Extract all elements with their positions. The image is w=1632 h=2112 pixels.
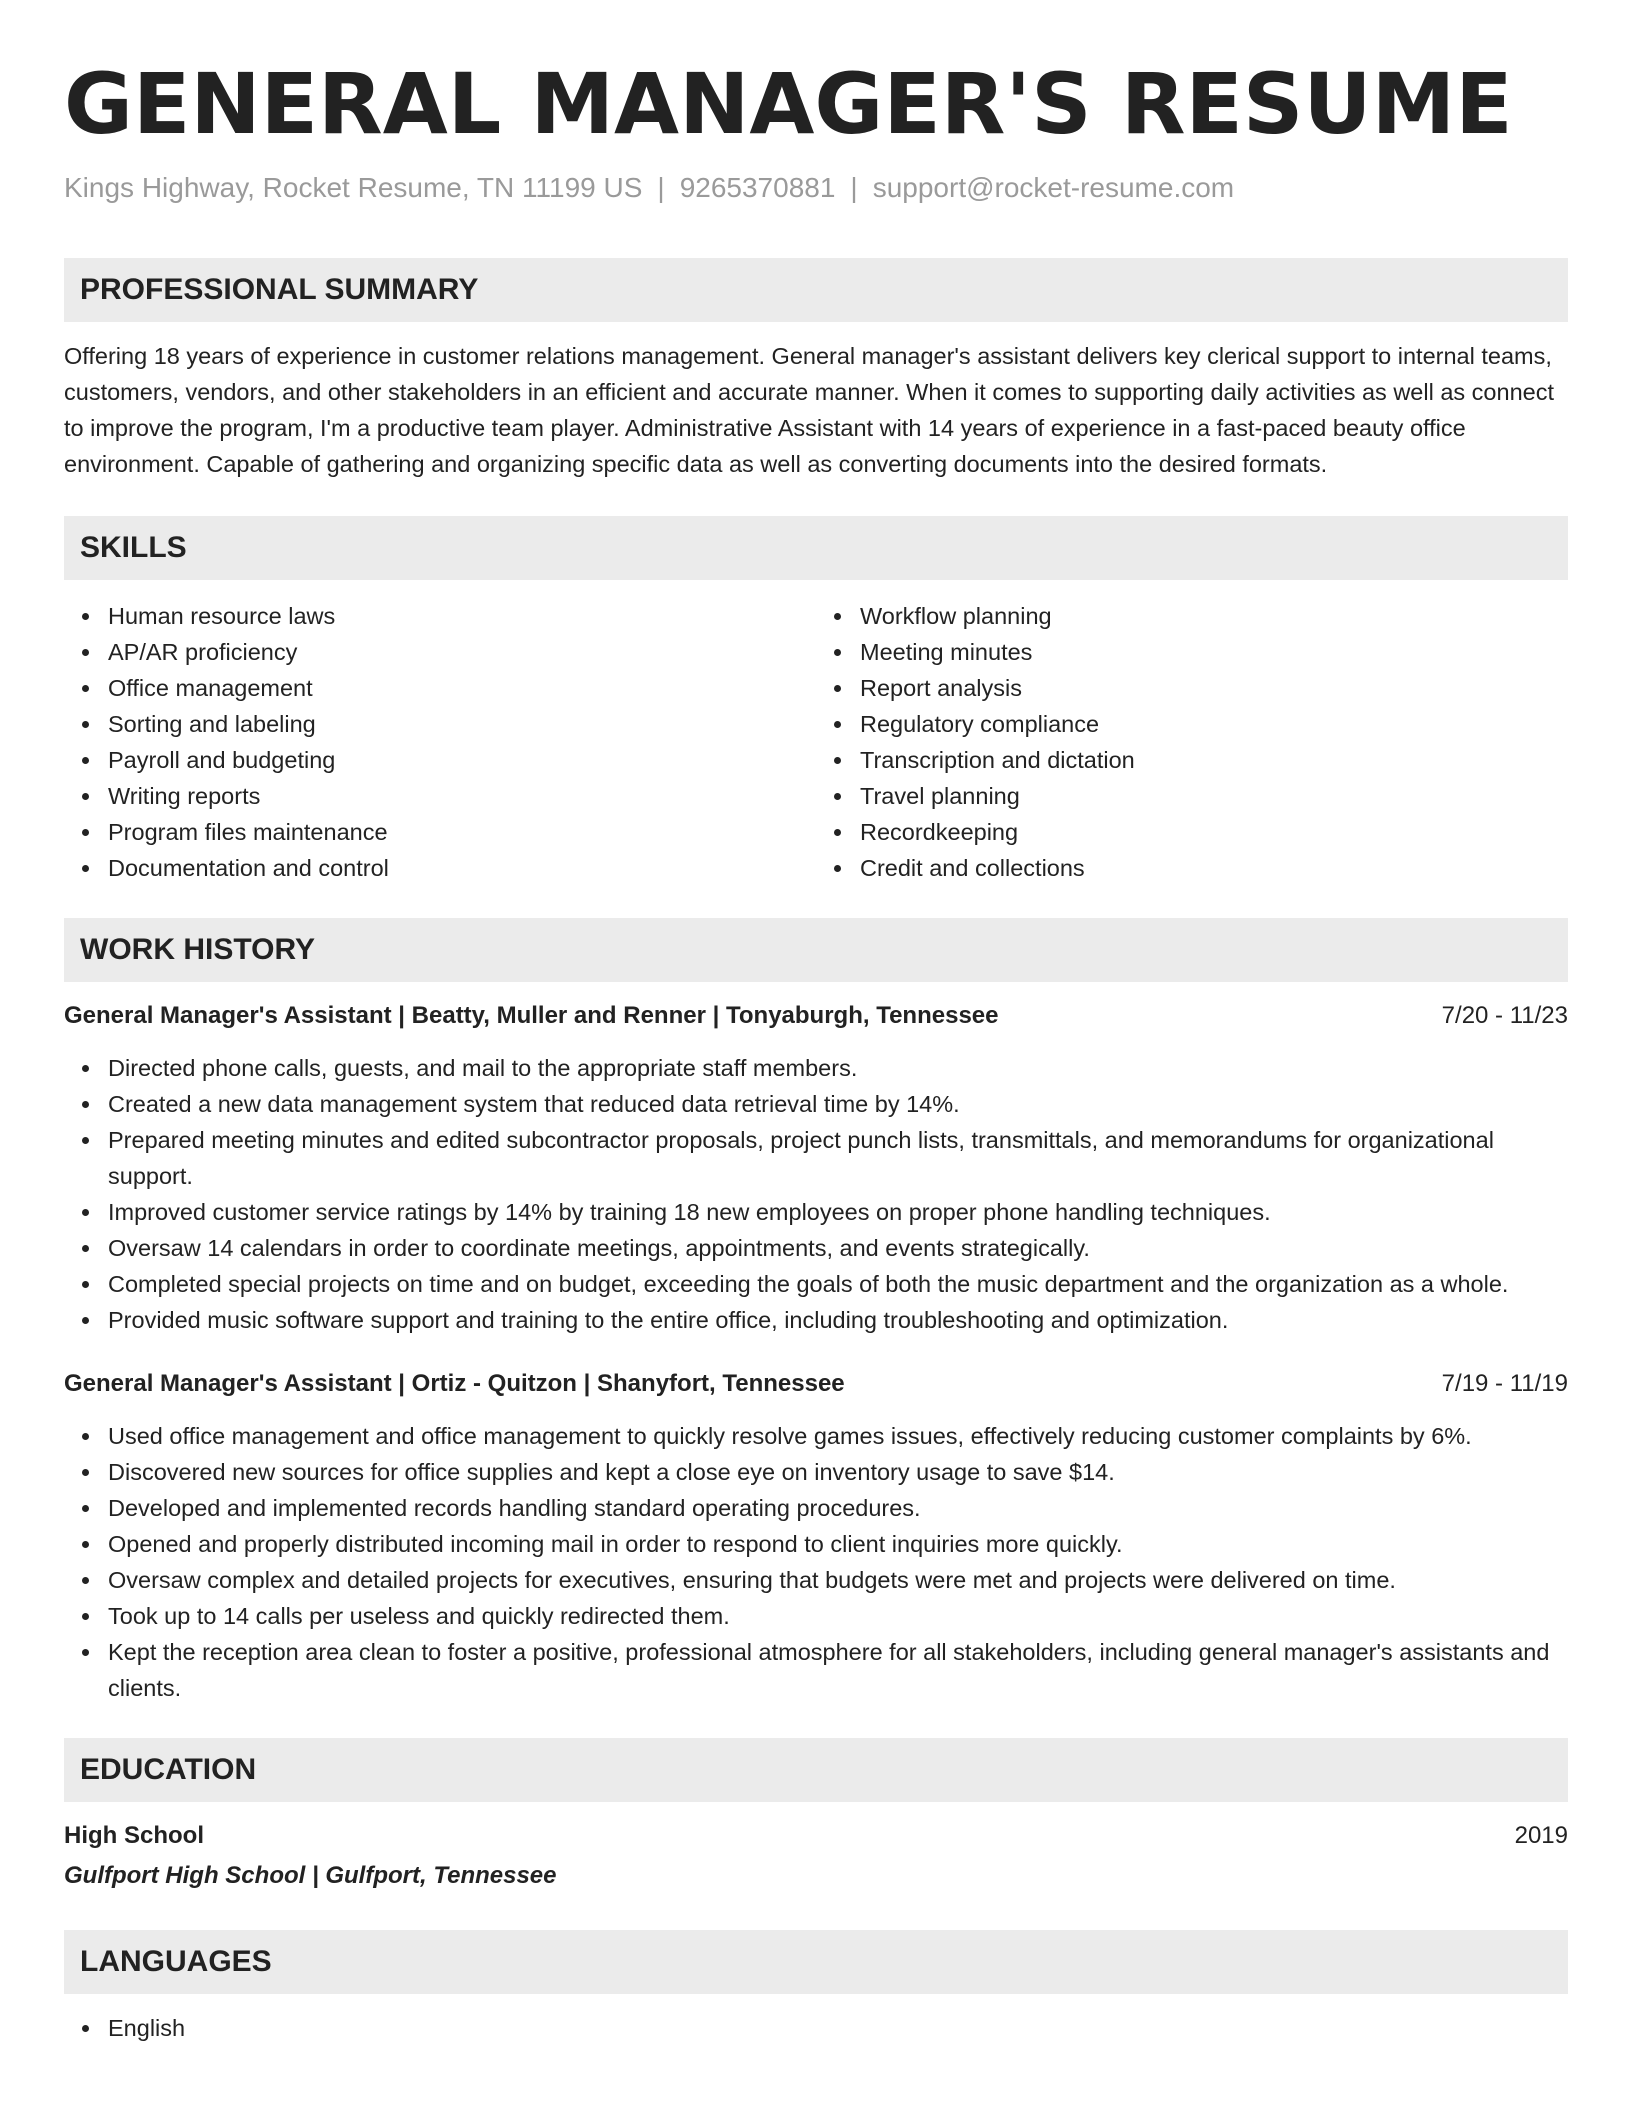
job-bullet: Prepared meeting minutes and edited subcontractor proposals, project punch lists, transmittals, and memorandums for organizational support. [108,1122,1568,1194]
section-heading-languages: LANGUAGES [64,1930,1568,1994]
skills-list [64,598,1568,886]
job-bullets [64,1050,1568,1338]
job-bullet: Oversaw complex and detailed projects for executives, ensuring that budgets were met and projects were delivered on time. [108,1562,1568,1598]
resume-title: GENERAL MANAGER'S RESUME [64,55,1513,153]
skill-item: Payroll and budgeting [108,742,816,778]
skill-item: Sorting and labeling [108,706,816,742]
skill-item: Writing reports [108,778,816,814]
contact-email: support@rocket-resume.com [872,172,1235,203]
skill-item: Documentation and control [108,850,816,886]
section-heading-education: EDUCATION [64,1738,1568,1802]
summary-text: Offering 18 years of experience in customer relations management. General manager's assistant delivers key clerical support to internal teams, customers, vendors, and other stakeholders in an efficient and accurate manner. When it comes to supporting daily activities as well as connect to improve the program, I'm a productive team player. Administrative Assistant with 14 years of experience in a fast-paced beauty office environment. Capable of gathering and organizing specific data as well as converting documents into the desired formats. [64,343,1554,477]
contact-line [64,170,1568,206]
skill-item: Program files maintenance [108,814,816,850]
education-school: Gulfport High School | Gulfport, Tennessee [64,1862,557,1889]
contact-separator: | [657,172,665,203]
job-bullet: Provided music software support and training to the entire office, including troubleshooting and optimization. [108,1302,1568,1338]
job-entry [64,998,1568,1338]
job-bullets [64,1418,1568,1706]
language-item: English [108,2010,1568,2046]
job-dates: 7/19 - 11/19 [1441,1370,1568,1397]
skills-column-left [64,598,816,886]
job-bullet: Developed and implemented records handling standard operating procedures. [108,1490,1568,1526]
skill-item: Human resource laws [108,598,816,634]
contact-phone: 9265370881 [679,172,836,203]
section-heading-work-history: WORK HISTORY [64,918,1568,982]
job-title: General Manager's Assistant | Beatty, Muller and Renner | Tonyaburgh, Tennessee [64,1002,999,1029]
skill-item: Office management [108,670,816,706]
job-bullet: Kept the reception area clean to foster a positive, professional atmosphere for all stakeholders, including general manager's assistants and clients. [108,1634,1568,1706]
job-bullet: Completed special projects on time and on budget, exceeding the goals of both the music department and the organization as a whole. [108,1266,1568,1302]
languages-list [64,2010,1568,2046]
skill-item: Transcription and dictation [860,742,1568,778]
skill-item: Meeting minutes [860,634,1568,670]
contact-separator: | [850,172,858,203]
education-degree: High School [64,1822,204,1849]
job-dates: 7/20 - 11/23 [1441,1002,1568,1029]
skills-column-right [816,598,1568,886]
job-header [64,998,1568,1034]
skill-item: Recordkeeping [860,814,1568,850]
skill-item: Credit and collections [860,850,1568,886]
job-header [64,1366,1568,1402]
job-bullet: Oversaw 14 calendars in order to coordinate meetings, appointments, and events strategically. [108,1230,1568,1266]
section-heading-skills: SKILLS [64,516,1568,580]
job-bullet: Improved customer service ratings by 14% by training 18 new employees on proper phone handling techniques. [108,1194,1568,1230]
job-bullet: Took up to 14 calls per useless and quickly redirected them. [108,1598,1568,1634]
job-bullet: Created a new data management system that reduced data retrieval time by 14%. [108,1086,1568,1122]
job-bullet: Opened and properly distributed incoming mail in order to respond to client inquiries more quickly. [108,1526,1568,1562]
education-year: 2019 [1514,1822,1568,1849]
job-bullet: Directed phone calls, guests, and mail to the appropriate staff members. [108,1050,1568,1086]
contact-address: Kings Highway, Rocket Resume, TN 11199 US [64,172,643,203]
job-entry [64,1366,1568,1706]
job-title: General Manager's Assistant | Ortiz - Quitzon | Shanyfort, Tennessee [64,1370,845,1397]
education-row [64,1818,1568,1854]
skill-item: Travel planning [860,778,1568,814]
skill-item: Regulatory compliance [860,706,1568,742]
job-bullet: Discovered new sources for office supplies and kept a close eye on inventory usage to save $14. [108,1454,1568,1490]
section-heading-summary: PROFESSIONAL SUMMARY [64,258,1568,322]
skill-item: Workflow planning [860,598,1568,634]
job-bullet: Used office management and office management to quickly resolve games issues, effectively reducing customer complaints by 6%. [108,1418,1568,1454]
skill-item: AP/AR proficiency [108,634,816,670]
skill-item: Report analysis [860,670,1568,706]
